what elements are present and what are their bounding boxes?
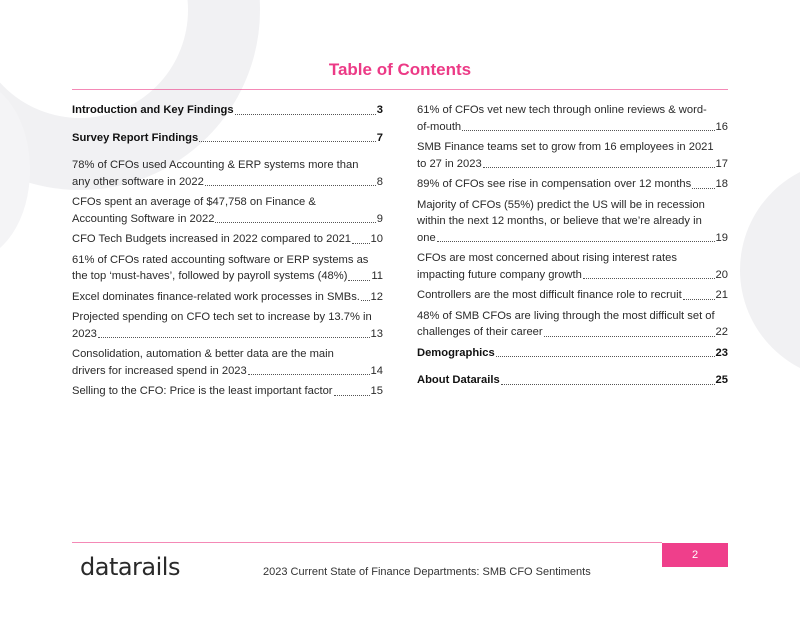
toc-left-column <box>72 102 383 404</box>
toc-right-column <box>417 102 728 400</box>
toc-page-number: 12 <box>370 290 383 303</box>
toc-leader-dots <box>483 167 715 168</box>
toc-leader-dots <box>496 356 715 357</box>
toc-entry[interactable] <box>417 197 728 247</box>
toc-leader-dots <box>98 337 370 338</box>
toc-entry-text: Controllers are the most difficult finance role to recruit <box>417 289 682 301</box>
toc-entry[interactable] <box>417 308 728 341</box>
toc-entry-text: CFOs are most concerned about rising interest rates <box>417 252 677 264</box>
toc-page-number: 9 <box>376 212 383 225</box>
toc-entry[interactable] <box>417 139 728 172</box>
toc-entry-text: drivers for increased spend in 2023 <box>72 364 247 377</box>
toc-entry[interactable] <box>417 287 728 304</box>
toc-leader-dots <box>683 299 715 300</box>
toc-entry[interactable] <box>72 309 383 342</box>
toc-entry-text: Consolidation, automation & better data are the main <box>72 348 334 360</box>
toc-entry[interactable] <box>72 252 383 285</box>
toc-page-number: 13 <box>370 327 383 340</box>
toc-entry-text: CFOs spent an average of $47,758 on Finance & <box>72 196 316 208</box>
footer-divider <box>72 542 662 543</box>
toc-entry-text: Introduction and Key Findings <box>72 104 234 116</box>
toc-page-number: 14 <box>370 364 383 377</box>
toc-page-number: 23 <box>715 346 728 359</box>
toc-entry-text: Projected spending on CFO tech set to increase by 13.7% in <box>72 311 372 323</box>
toc-leader-dots <box>437 241 715 242</box>
toc-entry-text: Accounting Software in 2022 <box>72 212 215 225</box>
toc-leader-dots <box>199 141 376 142</box>
toc-leader-dots <box>334 395 370 396</box>
toc-spacer <box>417 393 728 400</box>
toc-page-number: 15 <box>370 385 383 397</box>
toc-entry-text: Majority of CFOs (55%) predict the US will be in recession <box>417 198 705 211</box>
datarails-logo: datarails <box>80 553 180 581</box>
toc-entry-text: Demographics <box>417 346 495 359</box>
toc-page-number: 19 <box>715 231 728 244</box>
toc-leader-dots <box>205 185 376 186</box>
toc-entry[interactable] <box>72 130 383 147</box>
toc-leader-dots <box>583 278 715 279</box>
toc-entry-text: any other software in 2022 <box>72 175 204 188</box>
toc-entry[interactable] <box>72 289 383 306</box>
toc-page-number: 10 <box>370 233 383 245</box>
toc-entry-text: SMB Finance teams set to grow from 16 employees in 2021 <box>417 141 714 153</box>
toc-leader-dots <box>501 384 715 385</box>
toc-entry[interactable] <box>417 372 728 389</box>
toc-entry-text: 2023 <box>72 327 97 340</box>
toc-entry-text: 89% of CFOs see rise in compensation over 12 months <box>417 178 692 190</box>
toc-spacer <box>72 150 383 157</box>
toc-entry[interactable] <box>72 346 383 379</box>
toc-entry[interactable] <box>72 194 383 227</box>
toc-entry-text: 61% of CFOs rated accounting software or ERP systems as <box>72 253 369 266</box>
toc-page-number: 18 <box>715 178 728 190</box>
toc-leader-dots <box>361 300 370 301</box>
toc-spacer <box>417 365 728 372</box>
toc-leader-dots <box>215 222 375 223</box>
toc-entry-text: 61% of CFOs vet new tech through online reviews & word- <box>417 104 707 116</box>
background-right-decoration <box>740 160 800 380</box>
toc-entry-text: impacting future company growth <box>417 268 582 281</box>
toc-leader-dots <box>462 130 714 131</box>
toc-entry-text: challenges of their career <box>417 326 543 338</box>
toc-entry[interactable] <box>72 102 383 119</box>
toc-entry-text: Selling to the CFO: Price is the least important factor <box>72 385 333 397</box>
toc-page-number: 25 <box>715 374 728 386</box>
toc-page-number: 22 <box>715 326 728 338</box>
toc-entry-text: the top ‘must-haves’, followed by payroll systems (48%) <box>72 270 348 282</box>
toc-entry-text: to 27 in 2023 <box>417 157 482 170</box>
toc-entry[interactable] <box>72 231 383 248</box>
toc-entry-text: one <box>417 231 436 244</box>
toc-page-number: 16 <box>715 120 728 133</box>
toc-entry[interactable] <box>417 345 728 362</box>
toc-entry-text: 48% of SMB CFOs are living through the most difficult set of <box>417 309 715 322</box>
toc-entry-text: Survey Report Findings <box>72 131 199 144</box>
toc-leader-dots <box>692 188 714 189</box>
toc-entry-text: 78% of CFOs used Accounting & ERP systems more than <box>72 159 359 171</box>
toc-page-number: 7 <box>376 131 383 144</box>
toc-page-number: 3 <box>376 104 383 116</box>
toc-entry[interactable] <box>417 176 728 193</box>
toc-leader-dots <box>248 374 370 375</box>
toc-page-number: 21 <box>715 289 728 301</box>
toc-page-number: 20 <box>715 268 728 281</box>
toc-entry[interactable] <box>417 250 728 283</box>
toc-entry-text: within the next 12 months, or believe that we’re already in <box>417 215 702 227</box>
toc-page-number: 8 <box>376 175 383 188</box>
toc-leader-dots <box>544 336 715 337</box>
toc-entry[interactable] <box>417 102 728 135</box>
toc-entry[interactable] <box>72 383 383 400</box>
page-number-badge: 2 <box>662 543 728 567</box>
toc-page-number: 11 <box>371 270 383 282</box>
toc-entry-text: of-mouth <box>417 120 462 133</box>
toc-page-number: 17 <box>715 157 728 170</box>
toc-leader-dots <box>352 243 370 244</box>
toc-entry[interactable] <box>72 157 383 190</box>
page-title: Table of Contents <box>328 60 472 79</box>
toc-spacer <box>72 123 383 130</box>
toc-entry-text: CFO Tech Budgets increased in 2022 compared to 2021 <box>72 233 352 245</box>
toc-leader-dots <box>235 114 376 115</box>
toc-leader-dots <box>348 280 370 281</box>
document-title: 2023 Current State of Finance Departments: SMB CFO Sentiments <box>263 566 591 578</box>
title-divider <box>72 89 728 90</box>
toc-entry-text: About Datarails <box>417 374 500 386</box>
toc-entry-text: Excel dominates finance-related work processes in SMBs. <box>72 290 360 303</box>
